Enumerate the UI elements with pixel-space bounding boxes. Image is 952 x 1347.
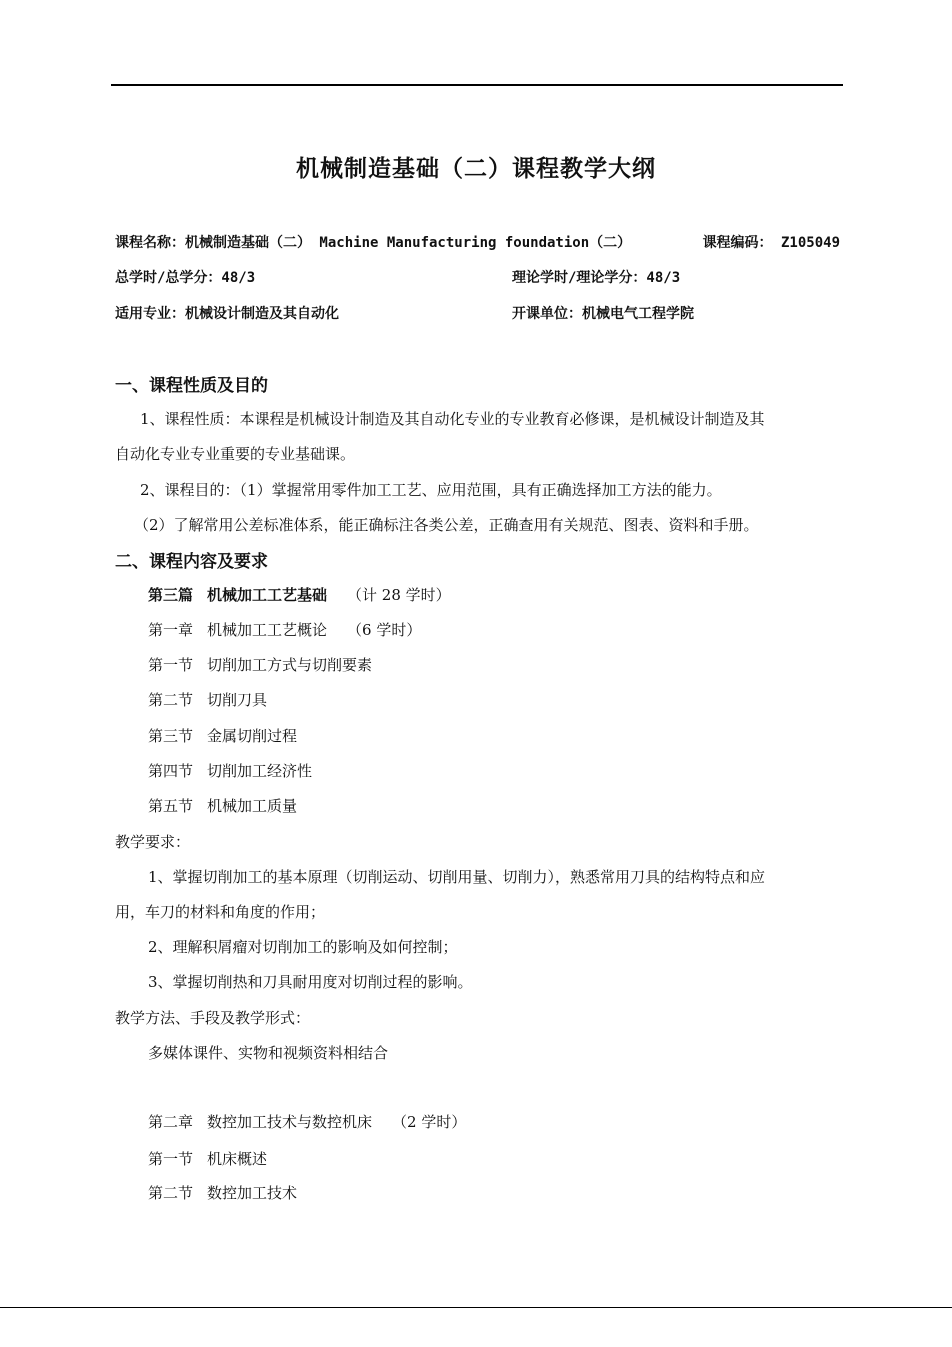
teaching-requirements-label: 教学要求： [115, 833, 191, 851]
requirement-1-line2: 用，车刀的材料和角度的作用； [115, 903, 326, 921]
course-nature-line2: 自动化专业专业重要的专业基础课。 [115, 445, 356, 463]
chapter-name: 数控加工技术与数控机床 [207, 1113, 373, 1131]
ch2-section-2 [148, 1183, 297, 1203]
section-number: 第一节 [148, 656, 194, 674]
ch1-section-4 [148, 761, 312, 781]
part-3-line [148, 585, 451, 605]
section-number: 第五节 [148, 797, 194, 815]
ch1-section-2 [148, 690, 267, 710]
ch2-section-1 [148, 1149, 267, 1169]
requirement-1-line1: 1、掌握切削加工的基本原理（切削运动、切削用量、切削力），熟悉常用刀具的结构特点和应 [148, 868, 766, 886]
ch1-section-1 [148, 655, 372, 675]
part-number: 第三篇 [148, 586, 194, 604]
teaching-method-text: 多媒体课件、实物和视频资料相结合 [148, 1044, 389, 1062]
chapter-number: 第一章 [148, 621, 194, 639]
requirement-3: 3、掌握切削热和刀具耐用度对切削过程的影响。 [148, 973, 473, 991]
section2-heading: 二、课程内容及要求 [115, 552, 268, 572]
part-name: 机械加工工艺基础 [207, 586, 328, 604]
section-name: 金属切削过程 [207, 727, 298, 745]
section-name: 切削加工经济性 [207, 762, 313, 780]
part-hours: （计 28 学时） [347, 586, 451, 604]
section-number: 第一节 [148, 1150, 194, 1168]
section-number: 第四节 [148, 762, 194, 780]
section-name: 切削刀具 [207, 691, 268, 709]
teaching-method-label: 教学方法、手段及教学形式： [115, 1009, 311, 1027]
theory-hours: 理论学时/理论学分：48/3 [512, 270, 681, 286]
chapter-hours: （2 学时） [392, 1113, 467, 1131]
section-name: 数控加工技术 [207, 1184, 298, 1202]
course-purpose-1: 2、课程目的：（1）掌握常用零件加工工艺、应用范围，具有正确选择加工方法的能力。 [140, 481, 722, 499]
course-name: 课程名称：机械制造基础（二） Machine Manufacturing foundation（二） [115, 235, 632, 251]
requirement-2: 2、理解积屑瘤对切削加工的影响及如何控制； [148, 938, 458, 956]
footer-rule [0, 1307, 952, 1308]
section-name: 机械加工质量 [207, 797, 298, 815]
course-code: 课程编码： Z105049 [702, 235, 840, 251]
offering-unit: 开课单位：机械电气工程学院 [512, 306, 694, 322]
section-number: 第二节 [148, 1184, 194, 1202]
course-purpose-2: （2）了解常用公差标准体系，能正确标注各类公差，正确查用有关规范、图表、资料和手册。 [134, 516, 759, 534]
header-rule [111, 84, 843, 86]
section1-heading: 一、课程性质及目的 [115, 376, 268, 396]
ch1-section-5 [148, 796, 297, 816]
section-number: 第二节 [148, 691, 194, 709]
document-title: 机械制造基础（二）课程教学大纲 [296, 156, 656, 182]
applicable-major: 适用专业：机械设计制造及其自动化 [115, 306, 339, 322]
course-nature-line1: 1、课程性质：本课程是机械设计制造及其自动化专业的专业教育必修课，是机械设计制造及其 [140, 410, 765, 428]
section-name: 切削加工方式与切削要素 [207, 656, 373, 674]
ch1-section-3 [148, 726, 297, 746]
section-name: 机床概述 [207, 1150, 268, 1168]
section-number: 第三节 [148, 727, 194, 745]
chapter-name: 机械加工工艺概论 [207, 621, 328, 639]
total-hours: 总学时/总学分：48/3 [115, 270, 256, 286]
chapter-hours: （6 学时） [347, 621, 422, 639]
chapter-1-line [148, 620, 421, 640]
chapter-number: 第二章 [148, 1113, 194, 1131]
chapter-2-line [148, 1112, 466, 1132]
